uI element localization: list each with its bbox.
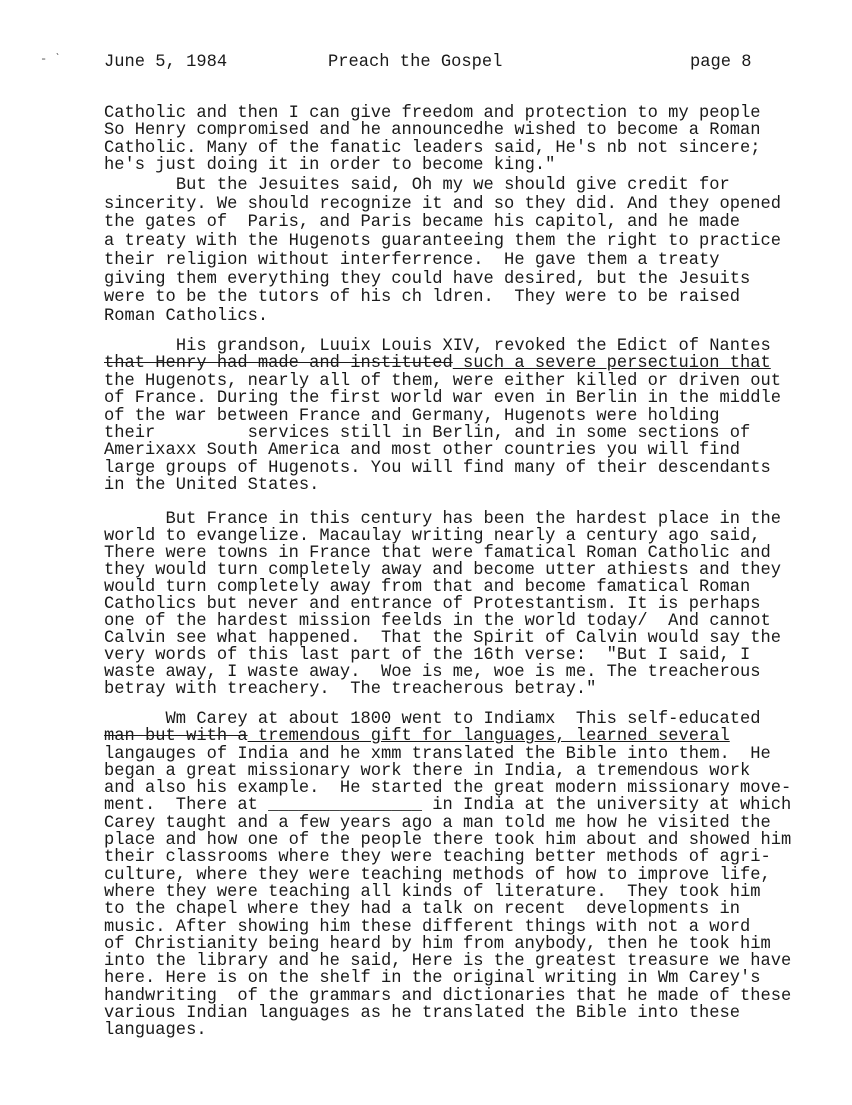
text-line (104, 728, 791, 745)
text-line (104, 711, 791, 728)
text-line (104, 596, 781, 613)
text-line (104, 122, 761, 139)
text-line (104, 511, 781, 528)
text-segment: There were towns in France that were famatical Roman Catholic and (104, 544, 771, 563)
text-line (104, 214, 781, 233)
text-segment: of Christianity being heard by him from anybody, then he took him (104, 934, 771, 954)
text-segment: began a great missionary work there in India, a tremendous work (104, 761, 751, 781)
text-segment: Catholics but never and entrance of Protestantism. It is perhaps (104, 595, 761, 614)
paragraph (104, 511, 781, 698)
text-line (104, 477, 781, 494)
text-line (104, 196, 781, 215)
text-segment: His grandson, Luuix Louis XIV, revoked the Edict of Nantes (175, 337, 771, 356)
text-line (104, 408, 781, 425)
text-segment: their services still in Berlin, and in some sections of (104, 424, 751, 444)
text-segment: giving them everything they could have desired, but the Jesuits (104, 269, 751, 289)
text-line (104, 647, 781, 664)
text-segment: and also his example. He started the great modern missionary move- (104, 779, 792, 799)
text-line (104, 528, 781, 545)
paragraph (104, 177, 781, 327)
underlined-text: such a severe persectuion that (452, 354, 771, 374)
text-line (104, 970, 791, 987)
text-line (104, 746, 791, 763)
text-segment: one of the hardest mission feelds in the world today/ And cannot (104, 612, 771, 631)
paragraph (104, 338, 781, 495)
text-segment: into the library and he said, Here is the greatest treasure we have (104, 952, 792, 972)
text-segment: Amerixaxx South America and most other countries you will find (104, 441, 740, 461)
text-segment: ment. There at _______________ in India at the university at which (104, 796, 792, 816)
header-page-number: page 8 (690, 53, 752, 72)
text-segment: languages. (104, 1021, 207, 1041)
text-segment: would turn completely away from that and become famatical Roman (104, 578, 751, 597)
text-segment: place and how one of the people there took him about and showed him (104, 831, 792, 851)
text-segment: But France in this century has been the hardest place in the (165, 510, 782, 529)
text-segment: where they were teaching all kinds of literature. They took him (104, 882, 761, 902)
header-title: Preach the Gospel (328, 53, 503, 72)
text-line (104, 832, 791, 849)
text-line (104, 105, 761, 122)
text-segment: they would turn completely away and become utter athiests and they (104, 561, 782, 580)
underlined-text: tremendous gift for languages, learned several (247, 727, 730, 747)
text-line (104, 664, 781, 681)
text-line (104, 338, 781, 355)
text-segment: music. After showing him these different things with not a word (104, 917, 751, 937)
text-line (104, 425, 781, 442)
text-segment: Catholic and then I can give freedom and protection to my people (104, 104, 761, 123)
text-segment: Catholic. Many of the fanatic leaders said, He's nb not sincere; (104, 138, 761, 158)
text-segment: betray with treachery. The treacherous betray." (104, 680, 597, 699)
text-segment: were to be the tutors of his ch ldren. They were to be raised (104, 288, 740, 308)
text-line (104, 780, 791, 797)
text-segment: of the war between France and Germany, Hugenots were holding (104, 406, 720, 426)
text-line (104, 849, 791, 866)
text-segment: very words of this last part of the 16th verse: "But I said, I (104, 646, 751, 665)
text-segment: various Indian languages as he translated the Bible into these (104, 1004, 740, 1024)
text-segment: the Hugenots, nearly all of them, were either killed or driven out (104, 371, 782, 391)
text-line (104, 919, 791, 936)
text-line (104, 177, 781, 196)
text-segment: waste away, I waste away. Woe is me, woe is me. The treacherous (104, 663, 761, 682)
text-line (104, 884, 791, 901)
text-segment: Calvin see what happened. That the Spirit of Calvin would say the (104, 629, 782, 648)
text-line (104, 157, 761, 174)
text-segment: But the Jesuites said, Oh my we should give credit for (175, 176, 730, 195)
text-line (104, 233, 781, 252)
scan-mark: - ˋ (40, 52, 62, 66)
paragraph (104, 105, 761, 174)
text-line (104, 140, 761, 157)
text-segment: he's just doing it in order to become king." (104, 155, 556, 175)
text-segment: langauges of India and he xmm translated the Bible into them. He (104, 744, 771, 764)
text-segment: sincerity. We should recognize it and so they did. And they opened (104, 194, 782, 214)
text-line (104, 763, 791, 780)
text-line (104, 390, 781, 407)
text-segment: the gates of Paris, and Paris became his capitol, and he made (104, 213, 740, 233)
text-segment: a treaty with the Hugenots guaranteeing them the right to practice (104, 232, 782, 252)
paragraph (104, 711, 791, 1040)
text-line (104, 460, 781, 477)
text-line (104, 681, 781, 698)
text-line (104, 308, 781, 327)
text-segment: here. Here is on the shelf in the original writing in Wm Carey's (104, 969, 761, 989)
text-line (104, 953, 791, 970)
text-line (104, 252, 781, 271)
text-segment: culture, where they were teaching methods of how to improve life, (104, 865, 771, 885)
text-line (104, 988, 791, 1005)
text-segment: world to evangelize. Macaulay writing nearly a century ago said, (104, 527, 761, 546)
text-line (104, 630, 781, 647)
text-line (104, 1022, 791, 1039)
text-line (104, 289, 781, 308)
text-segment: handwriting of the grammars and dictionaries that he made of these (104, 986, 792, 1006)
text-line (104, 867, 791, 884)
text-line (104, 901, 791, 918)
text-line (104, 815, 791, 832)
text-line (104, 613, 781, 630)
text-segment: to the chapel where they had a talk on recent developments in (104, 900, 740, 920)
text-line (104, 797, 791, 814)
text-segment: Carey taught and a few years ago a man told me how he visited the (104, 813, 771, 833)
text-segment: in the United States. (104, 476, 320, 496)
text-segment: of France. During the first world war even in Berlin in the middle (104, 389, 782, 409)
struck-text: that Henry had made and instituted (104, 354, 453, 374)
text-segment: So Henry compromised and he announcedhe wished to become a Roman (104, 121, 761, 141)
text-line (104, 562, 781, 579)
text-line (104, 442, 781, 459)
header-date: June 5, 1984 (104, 53, 228, 72)
text-line (104, 936, 791, 953)
text-line (104, 373, 781, 390)
text-line (104, 271, 781, 290)
text-line (104, 579, 781, 596)
text-segment: their classrooms where they were teaching better methods of agri- (104, 848, 771, 868)
text-segment: their religion without interferrence. He gave them a treaty (104, 250, 720, 270)
text-line (104, 355, 781, 372)
struck-text: man but with a (104, 727, 248, 747)
text-segment: Wm Carey at about 1800 went to Indiamx This self-educated (165, 710, 761, 729)
text-line (104, 545, 781, 562)
text-segment: large groups of Hugenots. You will find many of their descendants (104, 458, 771, 478)
text-line (104, 1005, 791, 1022)
text-segment: Roman Catholics. (104, 306, 269, 326)
